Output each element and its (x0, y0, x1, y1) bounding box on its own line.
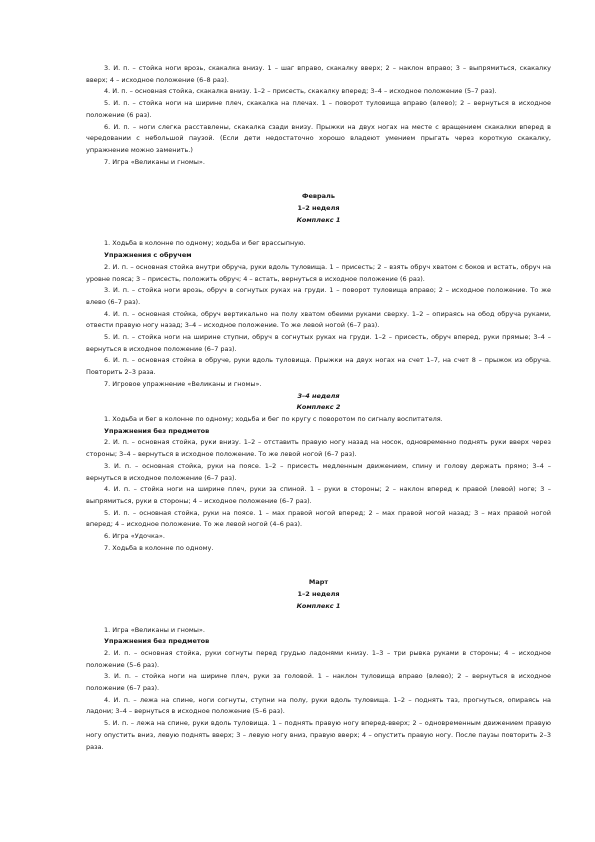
paragraph: 2. И. п. – основная стойка внутри обруча, руки вдоль туловища. 1 – присесть; 2 – взять обруч хватом с боков и встать, обруч на уровне пояса; 3 – присесть, положить обруч; 4 – встать, вернуться в исходное положение (6 раз). (86, 262, 551, 283)
paragraph: 7. Игра «Великаны и гномы». (104, 157, 205, 166)
week-heading: 1–2 неделя (297, 590, 340, 599)
week-heading: 1–2 неделя (297, 204, 340, 213)
paragraph: 3. И. п. – стойка ноги врозь, скакалка внизу. 1 – шаг вправо, скакалку вверх; 2 – наклон вправо; 3 – выпрямиться, скакалку вверх; 4 – исходное положение (6–8 раз). (86, 64, 551, 84)
month-heading: Февраль (302, 192, 335, 201)
paragraph: 7. Ходьба в колонне по одному. (104, 543, 214, 552)
paragraph: 5. И. п. – лежа на спине, руки вдоль туловища. 1 – поднять правую ногу вперед-вверх; 2 – одновременным движением правую ногу опустить вниз, левую поднять вверх; 3 – левую ногу вниз, правую вверх; 4 – опустить правую ногу. После паузы повторить 2–3 раза. (86, 719, 551, 751)
paragraph: 1. Ходьба и бег в колонне по одному; ходьба и бег по кругу с поворотом по сигналу воспитателя. (104, 414, 443, 423)
spacer (86, 168, 551, 191)
document-body (86, 63, 551, 753)
subheading: Упражнения с обручем (104, 251, 192, 260)
paragraph: 1. Ходьба в колонне по одному; ходьба и бег врассыпную. (104, 239, 306, 248)
subheading: Упражнения без предметов (104, 637, 210, 646)
paragraph: 6. И. п. – ноги слегка расставлены, скакалка сзади внизу. Прыжки на двух ногах на месте с вращением скакалки вперед в чередовании с небольшой паузой. (Если дети недостаточно хорошо владеют умением прыгать через короткую скакалку, упражнение можно заменить.) (86, 122, 551, 154)
week-heading: 3–4 неделя (297, 391, 340, 400)
paragraph: 6. И. п. – основная стойка в обруче, руки вдоль туловища. Прыжки на двух ногах на счет 1–7, на счет 8 – прыжок из обруча. Повторить 2–3 раза. (86, 356, 551, 377)
paragraph: 3. И. п. – основная стойка, руки на поясе. 1–2 – присесть медленным движением, спину и голову держать прямо; 3–4 – вернуться в исходное положение (6–7 раз). (86, 461, 551, 482)
month-heading: Март (308, 578, 329, 587)
spacer (86, 554, 551, 577)
spacer (86, 613, 551, 625)
paragraph: 3. И. п. – стойка ноги врозь, обруч в согнутых руках на груди. 1 – поворот туловища вправо; 2 – исходное положение. То же влево (6–7 раз). (86, 286, 551, 306)
paragraph: 2. И. п. – основная стойка, руки согнуты перед грудью ладонями книзу. 1–3 – три рывка руками в стороны; 4 – исходное положение (5–6 раз). (86, 648, 551, 669)
subheading: Упражнения без предметов (104, 426, 210, 435)
paragraph: 5. И. п. – стойка ноги на ширине плеч, скакалка на плечах. 1 – поворот туловища вправо (влево); 2 – вернуться в исходное положение (6 раз). (86, 99, 551, 119)
complex-heading: Комплекс 2 (296, 403, 341, 412)
paragraph: 6. Игра «Удочка». (104, 532, 165, 541)
paragraph: 4. И. п. – лежа на спине, ноги согнуты, ступни на полу, руки вдоль туловища. 1–2 – поднять таз, прогнуться, опираясь на ладони; 3–4 – вернуться в исходное положение (5–6 раз). (86, 695, 551, 716)
paragraph: 2. И. п. – основная стойка, руки внизу. 1–2 – отставить правую ногу назад на носок, одновременно поднять руки вверх через стороны; 3–4 – вернуться в исходное положение. То же левой ногой (6–7 раз). (86, 438, 551, 459)
paragraph: 4. И. п. – основная стойка, скакалка внизу. 1–2 – присесть, скакалку вперед; 3–4 – исходное положение (5–7 раз). (104, 87, 497, 96)
paragraph: 7. Игровое упражнение «Великаны и гномы». (104, 379, 262, 388)
paragraph: 3. И. п. – стойка ноги на ширине плеч, руки за головой. 1 – наклон туловища вправо (влево); 2 – вернуться в исходное положение (6–7 раз). (86, 672, 551, 693)
paragraph: 4. И. п. – основная стойка, обруч вертикально на полу хватом обеими руками сверху. 1–2 – опираясь на обод обруча руками, отвести правую ногу назад; 3–4 – исходное положение. То же левой ногой (6–7 раз). (86, 309, 551, 330)
paragraph: 5. И. п. – стойка ноги на ширине ступни, обруч в согнутых руках на груди. 1–2 – присесть, обруч вперед, руки прямые; 3–4 – вернуться в исходное положение (6–7 раз). (86, 333, 551, 353)
spacer (86, 226, 551, 238)
paragraph: 5. И. п. – основная стойка, руки на поясе. 1 – мах правой ногой вперед; 2 – мах правой ногой назад; 3 – мах правой ногой вперед; 4 – исходное положение. То же левой ногой (4–6 раз). (86, 508, 551, 529)
complex-heading: Комплекс 1 (296, 601, 341, 610)
paragraph: 4. И. п. – стойка ноги на ширине плеч, руки за спиной. 1 – руки в стороны; 2 – наклон вперед к правой (левой) ноге; 3 – выпрямиться, руки в стороны; 4 – исходное положение (6–7 раз). (86, 485, 551, 505)
complex-heading: Комплекс 1 (296, 215, 341, 224)
paragraph: 1. Игра «Великаны и гномы». (104, 625, 205, 634)
